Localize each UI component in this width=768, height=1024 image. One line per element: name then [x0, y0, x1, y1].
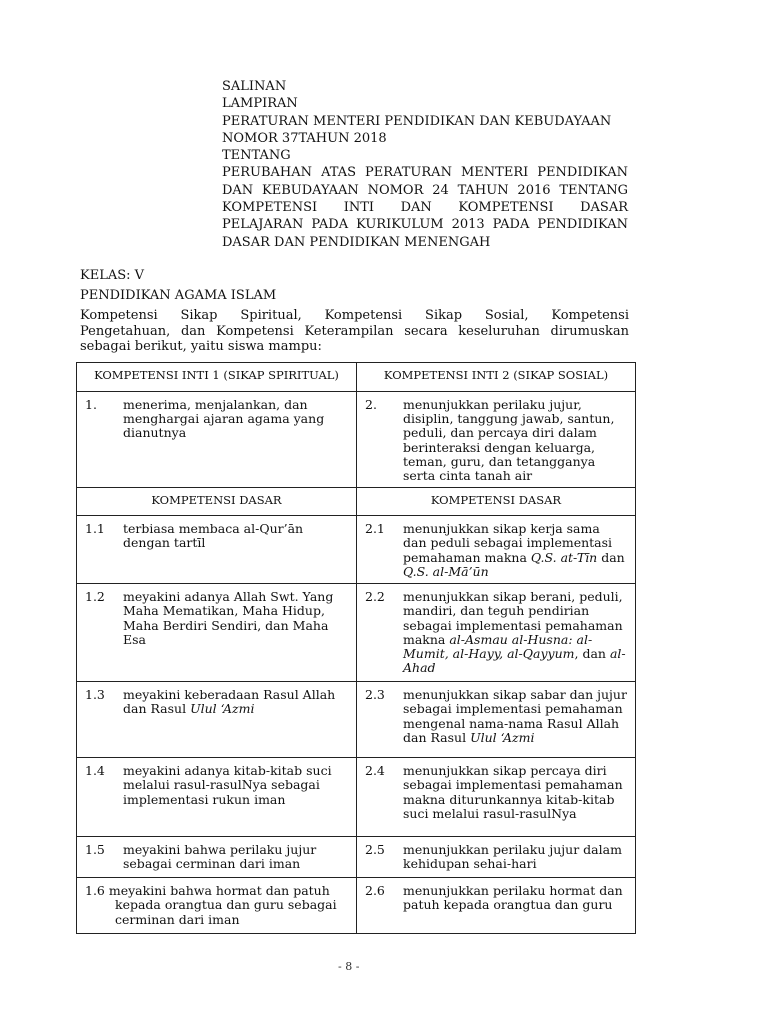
table-row [77, 682, 636, 758]
intro-paragraph [80, 308, 629, 355]
intro-line: Pengetahuan, dan Kompetensi Keterampilan secara keseluruhan dirumuskan [80, 323, 629, 339]
intro-line: sebagai berikut, yaitu siswa mampu: [80, 339, 322, 354]
item-number: 1.1 [85, 521, 105, 537]
intro-line: Kompetensi Sikap Spiritual, Kompetensi Sikap Sosial, Kompetensi [80, 308, 629, 323]
item-number: 2.4 [365, 763, 385, 779]
subject-line: DASAR DAN PENDIDIKAN MENENGAH [222, 234, 491, 250]
regulation-number: NOMOR 37TAHUN 2018 [222, 130, 387, 146]
item-text: terbiasa membaca al-Qur’ān dengan tartīl [123, 521, 304, 551]
item-number: 2.5 [365, 842, 385, 858]
document-header [222, 78, 628, 251]
kd-header-right: KOMPETENSI DASAR [357, 488, 636, 516]
competency-table [76, 362, 636, 934]
item-text: meyakini adanya Allah Swt. Yang Maha Mematikan, Maha Hidup, Maha Berdiri Sendiri, dan Maha Esa [123, 589, 334, 647]
table-row [77, 837, 636, 878]
item-text: meyakini adanya kitab-kitab suci melalui rasul-rasulNya sebagai implementasi rukun iman [123, 763, 332, 807]
ki1-header: KOMPETENSI INTI 1 (SIKAP SPIRITUAL) [77, 363, 357, 392]
item-number: 2.1 [365, 521, 385, 537]
regulation-title: PERATURAN MENTERI PENDIDIKAN DAN KEBUDAYAAN [222, 113, 612, 129]
table-row [77, 516, 636, 584]
item-text: menunjukkan sikap percaya diri sebagai implementasi pemahaman makna diturunkannya kitab-kitab suci melalui rasul-rasulNya [403, 763, 623, 821]
item-number: 2.3 [365, 687, 385, 703]
item-number: 1.2 [85, 589, 105, 605]
item-number: 1. [85, 397, 97, 412]
item-text: menunjukkan sikap sabar dan jujur sebagai implementasi pemahaman mengenal nama-nama Rasul Allah dan Rasul Ulul ‘Azmi [403, 687, 627, 745]
item-number: 2.6 [365, 883, 385, 899]
item-text: menerima, menjalankan, dan menghargai ajaran agama yang dianutnya [123, 397, 325, 441]
lampiran-label: LAMPIRAN [222, 96, 298, 112]
table-row [77, 878, 636, 934]
page-number: - 8 - [338, 960, 360, 973]
item-number: 1.6 [85, 883, 105, 899]
item-text: menunjukkan perilaku hormat dan patuh kepada orangtua dan guru [403, 883, 623, 913]
ki2-cell [357, 392, 636, 488]
item-number: 2. [365, 397, 377, 412]
item-text: meyakini bahwa perilaku jujur sebagai cerminan dari iman [123, 842, 317, 872]
item-text: menunjukkan sikap kerja sama dan peduli sebagai implementasi pemahaman makna Q.S. at-Tīn dan Q.S. al-Mā’ūn [403, 521, 625, 579]
tentang-label: TENTANG [222, 148, 291, 164]
table-row [77, 758, 636, 837]
kd-header-left: KOMPETENSI DASAR [77, 488, 357, 516]
subject-name: PENDIDIKAN AGAMA ISLAM [80, 288, 277, 303]
table-row [77, 584, 636, 682]
item-text: menunjukkan sikap berani, peduli, mandiri, dan teguh pendirian sebagai implementasi pemahaman makna al-Asmau al-Husna: al-Mumit, al-Hayy, al-Qayyum, dan al- Ahad [403, 589, 626, 676]
subject-line: PELAJARAN PADA KURIKULUM 2013 PADA PENDIDIKAN [222, 217, 628, 233]
ki2-header: KOMPETENSI INTI 2 (SIKAP SOSIAL) [357, 363, 636, 392]
item-number: 1.3 [85, 687, 105, 703]
item-number: 1.5 [85, 842, 105, 858]
subject-line: PERUBAHAN ATAS PERATURAN MENTERI PENDIDIKAN [222, 165, 628, 181]
item-text: menunjukkan perilaku jujur dalam kehidupan sehai-hari [403, 842, 622, 872]
subject-line: KOMPETENSI INTI DAN KOMPETENSI DASAR [222, 200, 628, 216]
item-text: meyakini keberadaan Rasul Allah dan Rasul Ulul ‘Azmi [123, 687, 336, 717]
ki1-cell [77, 392, 357, 488]
item-text: menunjukkan perilaku jujur, disiplin, tanggung jawab, santun, peduli, dan percaya diri dalam berinteraksi dengan keluarga, teman, guru, dan tetangganya serta cinta tanah air [403, 397, 615, 484]
item-number: 1.4 [85, 763, 105, 779]
subject-line: DAN KEBUDAYAAN NOMOR 24 TAHUN 2016 TENTANG [222, 182, 628, 198]
item-number: 2.2 [365, 589, 385, 605]
salinan-label: SALINAN [222, 79, 287, 94]
class-label: KELAS: V [80, 268, 145, 283]
item-text: meyakini bahwa hormat dan patuh kepada orangtua dan guru sebagai cerminan dari iman [108, 883, 337, 927]
